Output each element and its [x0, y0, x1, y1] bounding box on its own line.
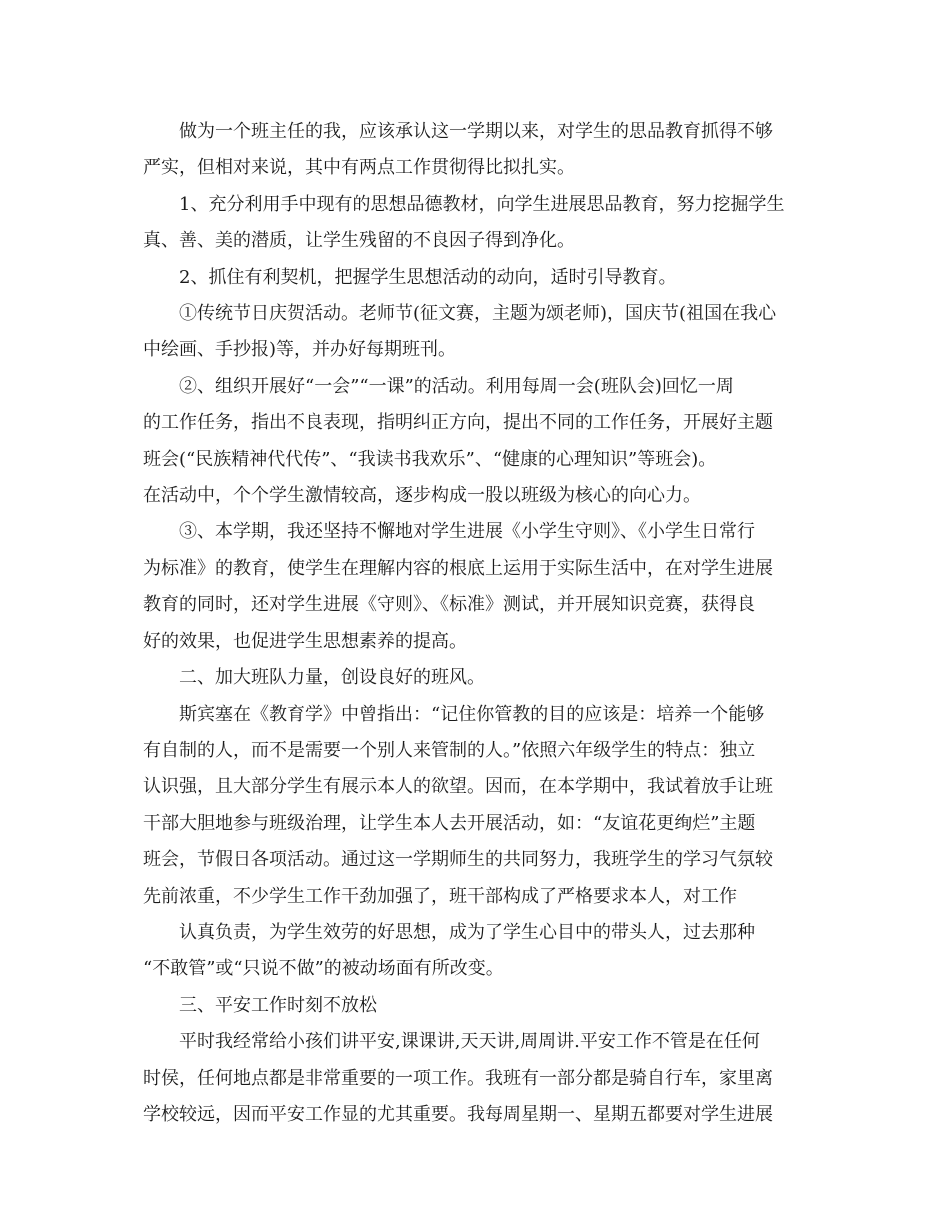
text-line: 真、善、美的潜质，让学生残留的不良因子得到净化。	[143, 230, 575, 252]
text-line: 中绘画、手抄报)等，并办好每期班刊。	[143, 339, 457, 361]
text-line: ③、本学期，我还坚持不懈地对学生进展《小学生守则》、《小学生日常行	[179, 521, 755, 543]
text-line: 斯宾塞在《教育学》中曾指出：“记住你管教的目的应该是：培养一个能够	[179, 703, 765, 725]
paragraph-1	[143, 114, 808, 187]
paragraph-8	[143, 697, 808, 915]
paragraph-3	[143, 260, 808, 296]
paragraph-11	[143, 1024, 808, 1133]
paragraph-5	[143, 369, 808, 515]
text-line: 认识强，且大部分学生有展示本人的欲望。因而，在本学期中，我试着放手让班	[143, 776, 773, 798]
text-line: 干部大胆地参与班级治理，让学生本人去开展活动，如：“友谊花更绚烂”主题	[143, 812, 756, 834]
text-line: 学校较远，因而平安工作显的尤其重要。我每周星期一、星期五都要对学生进展	[143, 1103, 773, 1125]
paragraph-2	[143, 187, 808, 260]
text-line: ①传统节日庆贺活动。老师节(征文赛，主题为颂老师)，国庆节(祖国在我心	[179, 303, 777, 325]
text-line: 时侯，任何地点都是非常重要的一项工作。我班有一部分都是骑自行车，家里离	[143, 1067, 773, 1089]
paragraph-9	[143, 915, 808, 988]
text-line: 班会(“民族精神代代传”、“我读书我欢乐”、“健康的心理知识”等班会)。	[143, 448, 717, 470]
section-heading-2	[143, 660, 808, 696]
section-heading-3	[143, 988, 808, 1024]
text-line: 教育的同时，还对学生进展《守则》、《标准》测试，并开展知识竞赛，获得良	[143, 594, 755, 616]
text-line: 平时我经常给小孩们讲平安,课课讲,天天讲,周周讲.平安工作不管是在任何	[179, 1031, 760, 1053]
text-line: 做为一个班主任的我，应该承认这一学期以来，对学生的思品教育抓得不够	[179, 121, 773, 142]
text-line: 严实，但相对来说，其中有两点工作贯彻得比拟扎实。	[143, 157, 575, 179]
text-line: 班会，节假日各项活动。通过这一学期师生的共同努力，我班学生的学习气氛较	[143, 849, 773, 871]
text-line: 2、抓住有利契机，把握学生思想活动的动向，适时引导教育。	[179, 266, 677, 288]
paragraph-6	[143, 514, 808, 660]
document-body	[143, 114, 808, 1133]
text-line: 三、平安工作时刻不放松	[179, 994, 377, 1016]
text-line: 认真负责，为学生效劳的好思想，成为了学生心目中的带头人，过去那种	[179, 921, 755, 943]
text-line: 有自制的人，而不是需要一个别人来管制的人。”依照六年级学生的特点：独立	[143, 739, 756, 761]
text-line: 先前浓重，不少学生工作干劲加强了，班干部构成了严格要求本人，对工作	[143, 885, 737, 907]
paragraph-4	[143, 296, 808, 369]
text-line: 好的效果，也促进学生思想素养的提高。	[143, 630, 467, 652]
text-line: 二、加大班队力量，创设良好的班风。	[179, 667, 485, 689]
text-line: ②、组织开展好“一会”“一课”的活动。利用每周一会(班队会)回忆一周	[179, 375, 734, 397]
text-line: 1、充分利用手中现有的思想品德教材，向学生进展思品教育，努力挖掘学生	[179, 193, 785, 215]
text-line: 为标准》的教育，使学生在理解内容的根底上运用于实际生活中，在对学生进展	[143, 557, 773, 579]
text-line: 在活动中，个个学生激情较高，逐步构成一股以班级为核心的向心力。	[143, 485, 701, 507]
text-line: 的工作任务，指出不良表现，指明纠正方向，提出不同的工作任务，开展好主题	[143, 412, 773, 434]
text-line: “不敢管”或“只说不做”的被动场面有所改变。	[143, 958, 504, 980]
